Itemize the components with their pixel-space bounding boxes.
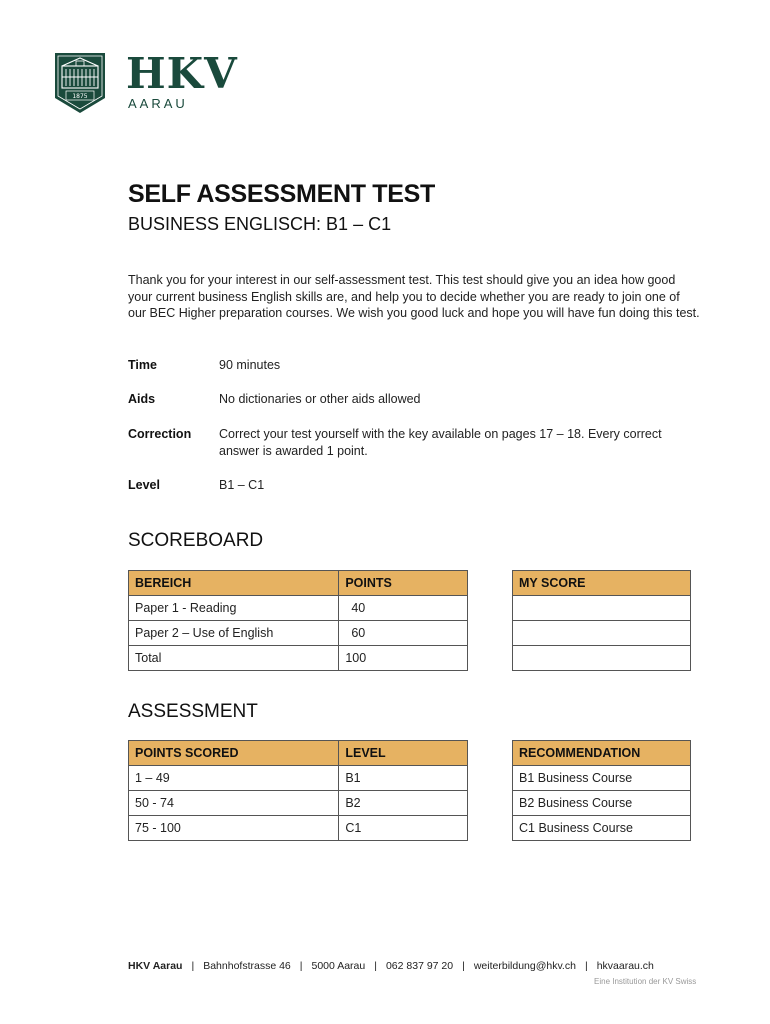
footer-note: Eine Institution der KV Swiss <box>594 977 697 986</box>
logo-city: AARAU <box>128 96 188 111</box>
table-header-row <box>513 571 691 596</box>
school-building-icon <box>54 52 106 114</box>
assessment-heading: ASSESSMENT <box>128 701 258 722</box>
table-row <box>129 646 468 671</box>
table-cell: 75 - 100 <box>129 816 339 841</box>
footer-separator: | <box>462 960 465 972</box>
table-cell: C1 <box>339 816 468 841</box>
table-cell: Paper 1 - Reading <box>129 596 339 621</box>
footer-separator: | <box>584 960 588 972</box>
footer-separator: | <box>374 960 377 972</box>
score-entry-cell[interactable] <box>513 646 691 671</box>
column-header: LEVEL <box>339 741 468 766</box>
table-cell: B2 <box>339 791 468 816</box>
info-label: Level <box>128 478 160 492</box>
table-row <box>513 766 691 791</box>
table-cell: 100 <box>339 646 468 671</box>
info-value: No dictionaries or other aids allowed <box>219 392 421 406</box>
footer-email[interactable]: weiterbildung@hkv.ch <box>473 960 576 972</box>
table-row <box>129 816 468 841</box>
footer-separator: | <box>299 960 303 972</box>
table-cell: B1 Business Course <box>513 766 691 791</box>
table-row <box>513 646 691 671</box>
scoreboard-heading: SCOREBOARD <box>128 530 264 551</box>
table-cell: 50 - 74 <box>129 791 339 816</box>
footer-web[interactable]: hkvaarau.ch <box>596 960 654 972</box>
table-cell: Paper 2 – Use of English <box>129 621 339 646</box>
assessment-table <box>128 740 468 841</box>
footer-city: 5000 Aarau <box>311 960 366 972</box>
footer-separator: | <box>191 960 195 972</box>
table-row <box>129 621 468 646</box>
page-title: SELF ASSESSMENT TEST <box>128 180 436 208</box>
info-label: Time <box>128 358 157 372</box>
recommendation-table <box>512 740 691 841</box>
table-row <box>129 596 468 621</box>
logo-wordmark: HKV <box>126 49 238 98</box>
table-cell: 40 <box>339 596 468 621</box>
footer-phone: 062 837 97 20 <box>385 960 454 972</box>
table-header-row <box>129 571 468 596</box>
info-value: 90 minutes <box>219 358 281 372</box>
table-row <box>129 791 468 816</box>
footer-address: Bahnhofstrasse 46 <box>203 960 291 972</box>
column-header: POINTS SCORED <box>129 741 339 766</box>
column-header: MY SCORE <box>513 571 691 596</box>
info-value: Correct your test yourself with the key available on pages 17 – 18. Every correct answer is awarded 1 point. <box>219 427 662 458</box>
footer-org: HKV Aarau <box>128 960 183 972</box>
table-cell: C1 Business Course <box>513 816 691 841</box>
table-cell: Total <box>129 646 339 671</box>
table-cell: 60 <box>339 621 468 646</box>
page-subtitle: BUSINESS ENGLISCH: B1 – C1 <box>128 214 392 234</box>
table-row <box>513 596 691 621</box>
score-entry-cell[interactable] <box>513 621 691 646</box>
table-header-row <box>513 741 691 766</box>
score-entry-cell[interactable] <box>513 596 691 621</box>
table-cell: B2 Business Course <box>513 791 691 816</box>
my-score-table <box>512 570 691 671</box>
intro-paragraph: Thank you for your interest in our self-assessment test. This test should give you an idea how good your current business English skills are, and help you to decide whether you are ready to join one of our BEC Higher preparation courses. We wish you good luck and hope you will have fun doing this test. <box>128 273 700 320</box>
table-cell: 1 – 49 <box>129 766 339 791</box>
column-header: RECOMMENDATION <box>513 741 691 766</box>
table-row <box>129 766 468 791</box>
info-label: Correction <box>128 427 192 441</box>
scoreboard-table <box>128 570 468 671</box>
footer <box>128 960 654 972</box>
table-row <box>513 816 691 841</box>
table-row <box>513 791 691 816</box>
column-header: POINTS <box>339 571 468 596</box>
table-header-row <box>129 741 468 766</box>
info-label: Aids <box>128 392 156 406</box>
table-row <box>513 621 691 646</box>
table-cell: B1 <box>339 766 468 791</box>
column-header: BEREICH <box>129 571 339 596</box>
logo-year: 1875 <box>72 93 88 100</box>
info-value: B1 – C1 <box>219 478 265 492</box>
